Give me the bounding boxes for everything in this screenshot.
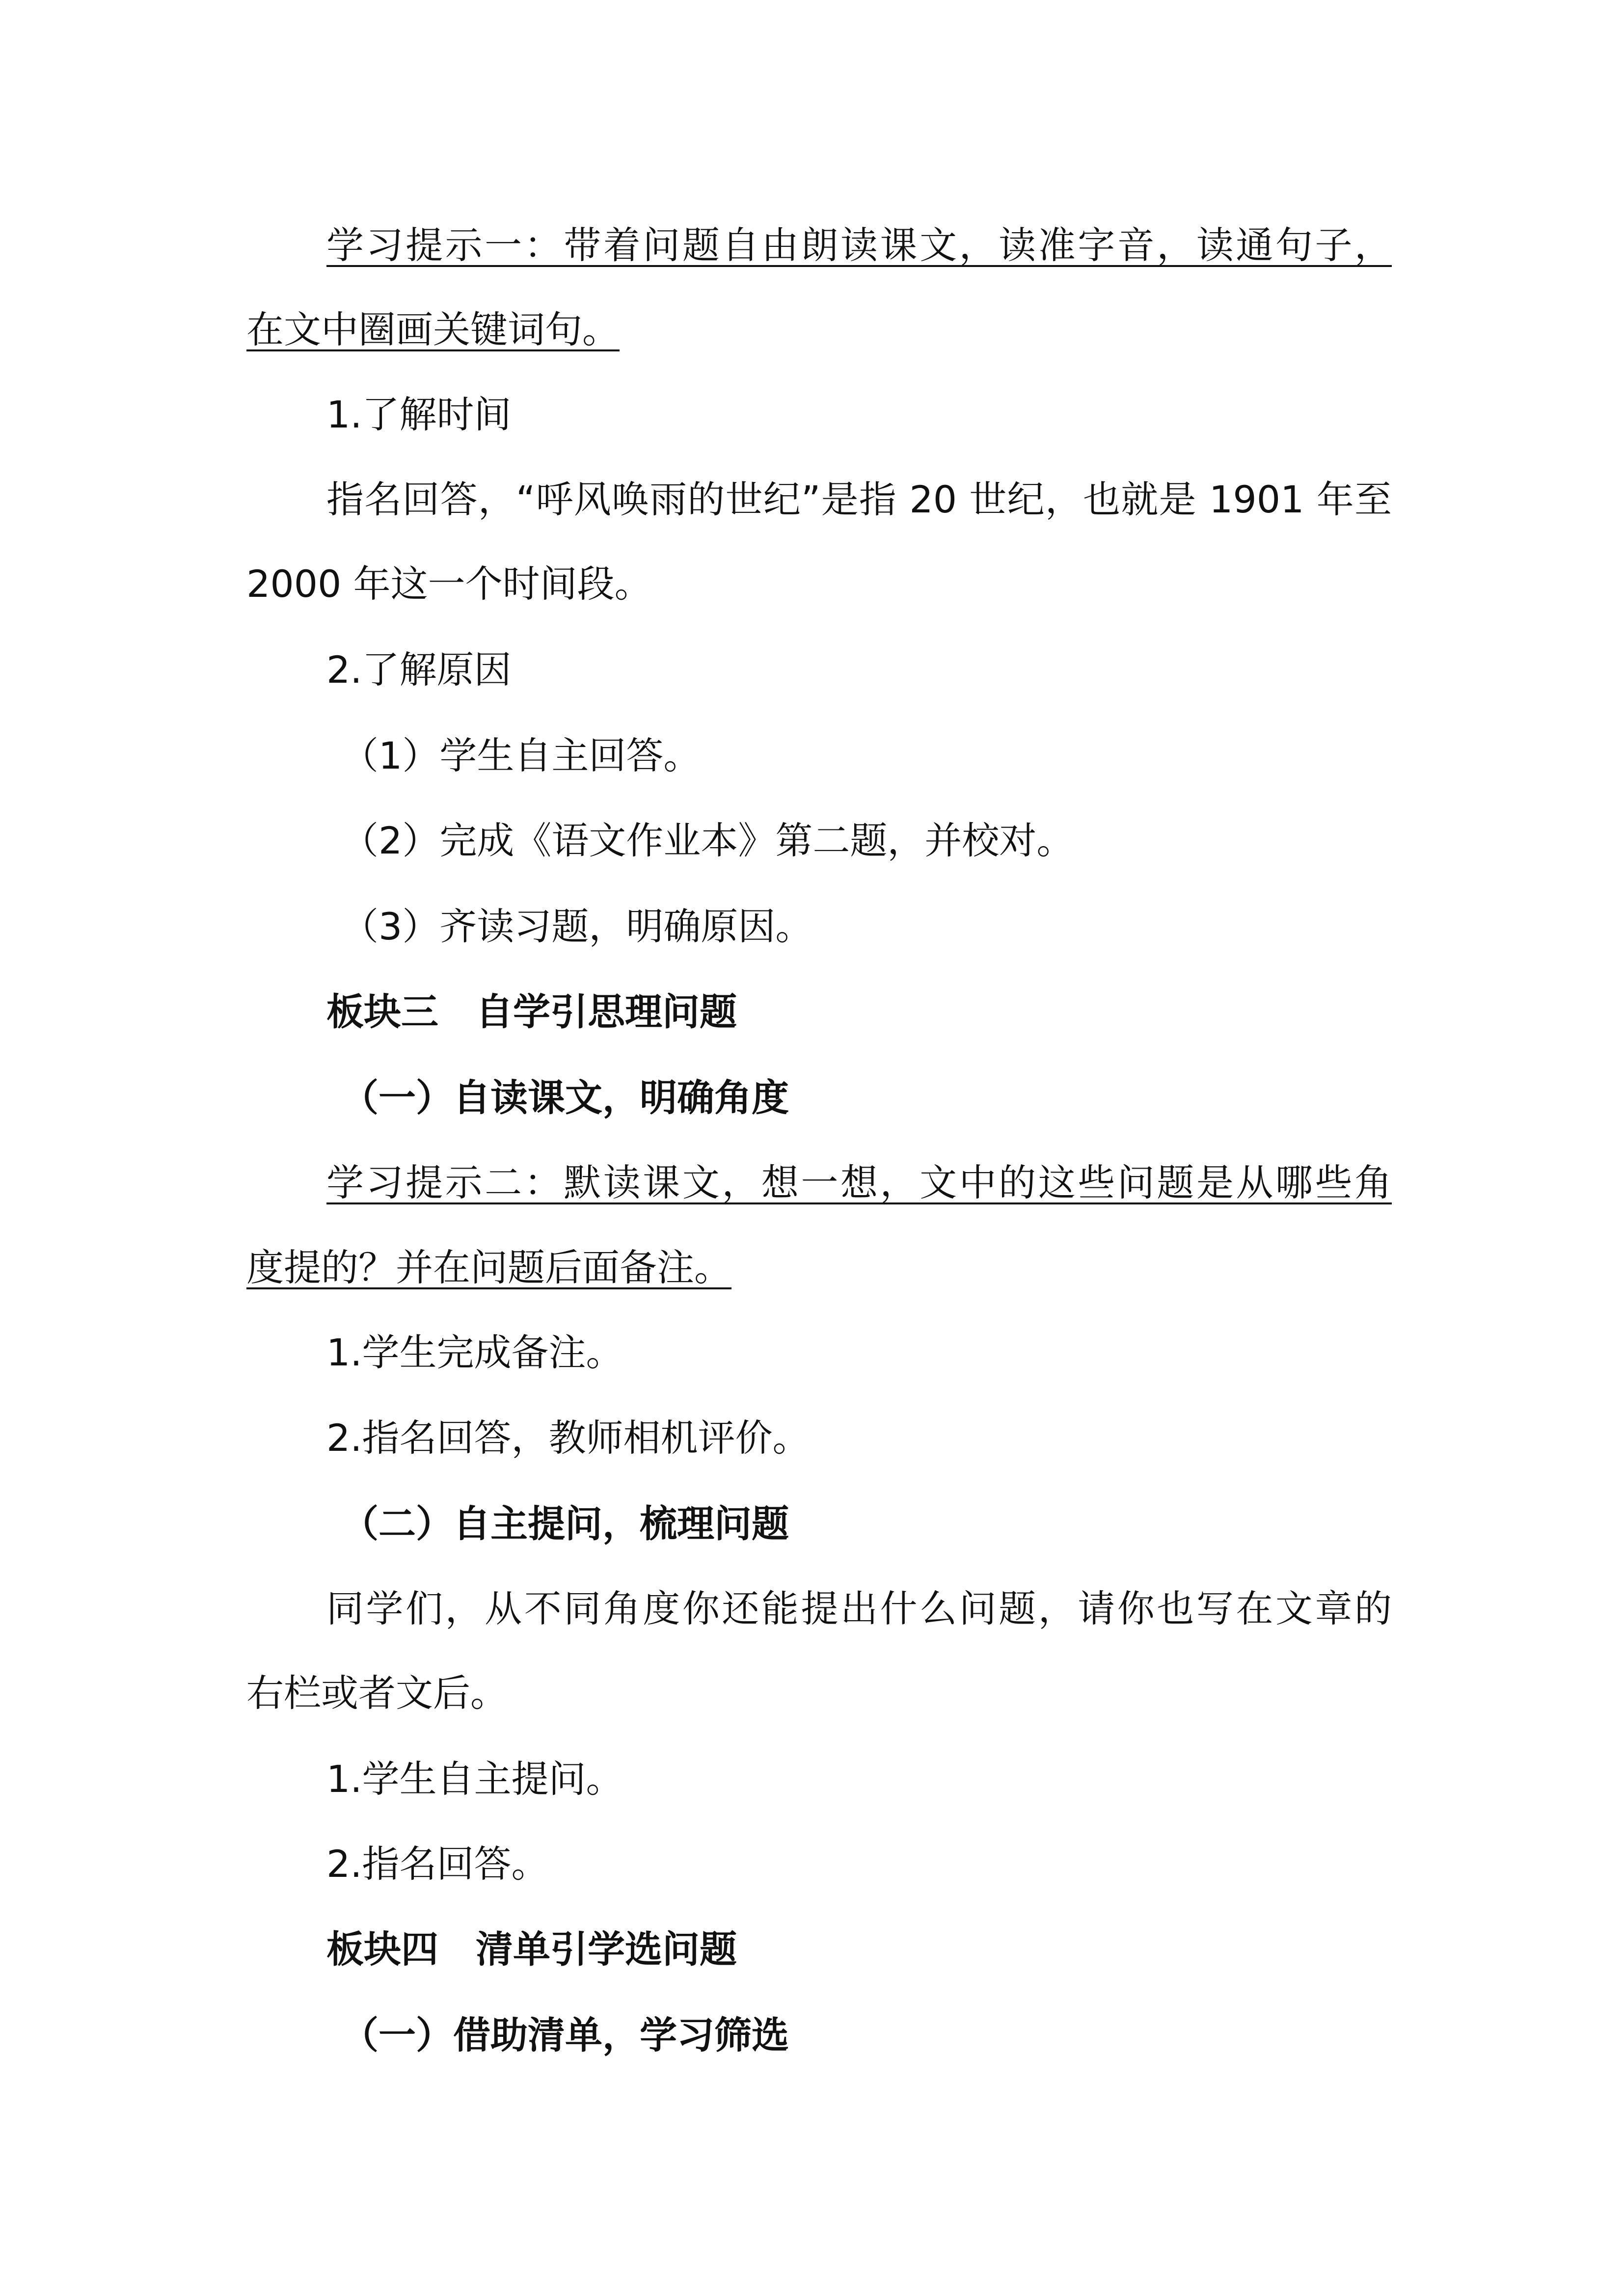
subsection-read-text-heading: （一）自读课文，明确角度 [341, 1076, 789, 1120]
annotate-step-2: 2.指名回答，教师相机评价。 [326, 1416, 810, 1460]
study-tip-two-line-2: 度提的？并在问题后面备注。 [246, 1246, 731, 1289]
section-four-number: 板块四 [326, 1927, 438, 1971]
question-step-1: 1.学生自主提问。 [326, 1757, 623, 1801]
question-prompt-line-1: 同学们，从不同角度你还能提出什么问题，请你也写在文章的 [326, 1587, 1392, 1630]
annotate-step-1: 1.学生完成备注。 [326, 1331, 623, 1374]
section-four-heading [326, 1925, 737, 1974]
question-prompt-line-2: 右栏或者文后。 [246, 1671, 508, 1715]
question-step-2: 2.指名回答。 [326, 1842, 549, 1886]
section-three-number: 板块三 [326, 990, 438, 1034]
section-four-title: 清单引学选问题 [476, 1927, 737, 1971]
answer-century-line-2: 2000 年这一个时间段。 [246, 562, 652, 606]
reason-step-2: （2）完成《语文作业本》第二题，并校对。 [341, 819, 1074, 862]
study-tip-one-line-2: 在文中圈画关键词句。 [246, 308, 620, 351]
subsection-self-question-heading: （二）自主提问，梳理问题 [341, 1502, 789, 1546]
subsection-checklist-heading: （一）借助清单，学习筛选 [341, 2013, 789, 2057]
reason-step-1: （1）学生自主回答。 [341, 734, 701, 777]
section-three-heading [326, 988, 737, 1037]
item-understand-time: 1.了解时间 [326, 393, 512, 436]
section-three-title: 自学引思理问题 [476, 990, 737, 1034]
answer-century-line-1: 指名回答，“呼风唤雨的世纪”是指 20 世纪，也就是 1901 年至 [326, 478, 1392, 521]
study-tip-one-line-1: 学习提示一：带着问题自由朗读课文，读准字音，读通句子， [326, 223, 1392, 267]
item-understand-reason: 2.了解原因 [326, 648, 512, 692]
study-tip-two-line-1: 学习提示二：默读课文，想一想，文中的这些问题是从哪些角 [326, 1161, 1392, 1204]
reason-step-3: （3）齐读习题，明确原因。 [341, 905, 813, 948]
